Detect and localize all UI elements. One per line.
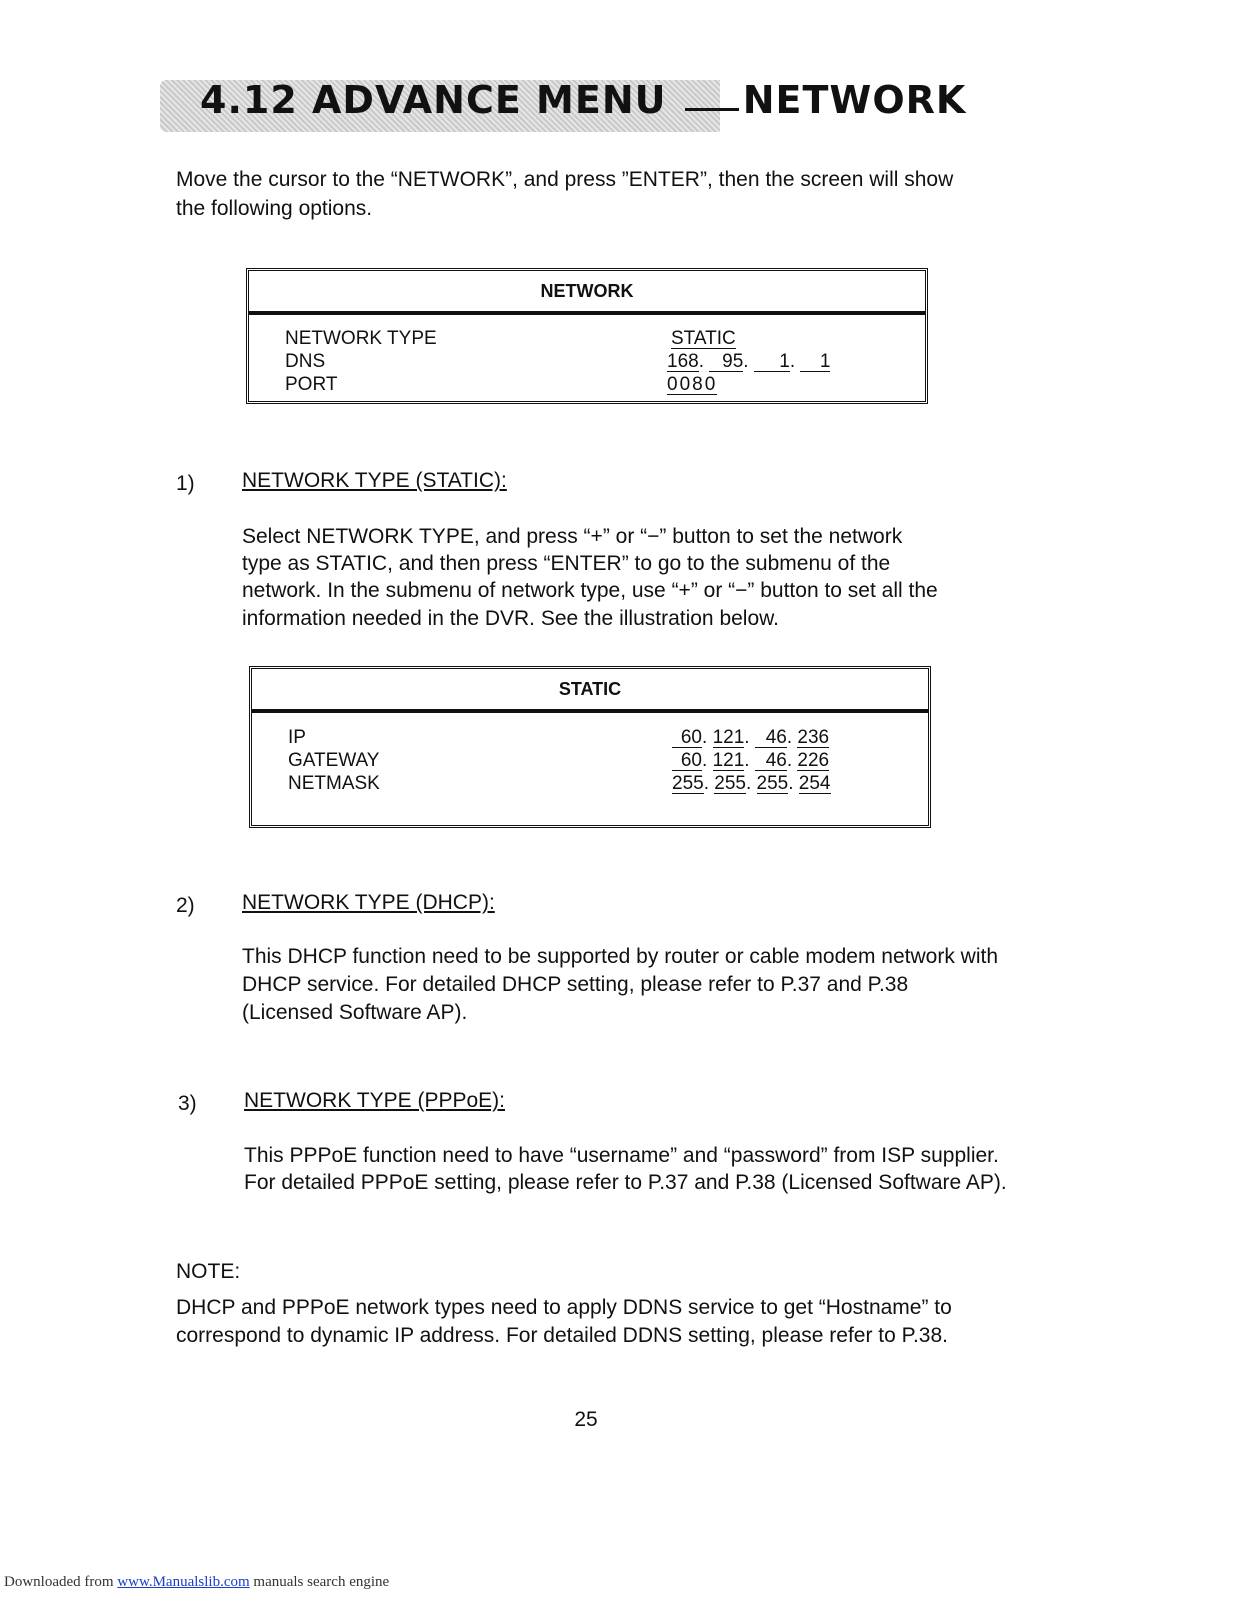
title-prefix: 4.12 ADVANCE MENU xyxy=(200,78,667,122)
section-2-line-3: (Licensed Software AP). xyxy=(242,1001,468,1024)
port-label: PORT xyxy=(285,374,338,395)
manualslib-link[interactable]: www.Manualslib.com xyxy=(117,1574,250,1590)
gateway-value: 60. 121. 46. 226 xyxy=(672,749,829,772)
section-2-line-1: This DHCP function need to be supported by router or cable modem network with xyxy=(242,945,998,968)
section-2-line-2: DHCP service. For detailed DHCP setting, please refer to P.37 and P.38 xyxy=(242,973,909,996)
section-3-line-1: This PPPoE function need to have “username” and “password” from ISP supplier. xyxy=(244,1144,999,1167)
network-menu-title: NETWORK xyxy=(249,271,925,315)
section-3-number: 3) xyxy=(178,1092,197,1115)
dns-row xyxy=(285,350,915,373)
gateway-label: GATEWAY xyxy=(288,750,380,771)
network-menu-box xyxy=(246,268,928,404)
network-type-row xyxy=(285,327,915,350)
ip-row xyxy=(288,726,918,749)
port-row xyxy=(285,373,915,396)
port-value: 0080 xyxy=(667,374,718,395)
footer-prefix: Downloaded from xyxy=(4,1574,118,1590)
ip-value: 60. 121. 46. 236 xyxy=(672,726,829,749)
title-separator xyxy=(685,108,739,111)
section-1-line-2: type as STATIC, and then press “ENTER” to go to the submenu of the xyxy=(242,552,891,575)
static-menu-box xyxy=(249,666,931,828)
network-type-value: STATIC xyxy=(671,328,736,349)
section-1-title: NETWORK TYPE (STATIC): xyxy=(242,469,507,492)
netmask-value: 255. 255. 255. 254 xyxy=(672,773,831,794)
section-3-title: NETWORK TYPE (PPPoE): xyxy=(244,1089,505,1112)
ip-label: IP xyxy=(288,727,306,748)
dns-label: DNS xyxy=(285,351,326,372)
footer-suffix: manuals search engine xyxy=(249,1574,390,1590)
section-1-line-3: network. In the submenu of network type, use “+” or “−” button to set all the xyxy=(242,579,938,602)
note-label: NOTE: xyxy=(176,1260,241,1283)
intro-line-1: Move the cursor to the “NETWORK”, and press ”ENTER”, then the screen will show xyxy=(176,168,954,191)
section-1-line-4: information needed in the DVR. See the illustration below. xyxy=(242,607,779,630)
section-2-number: 2) xyxy=(176,894,195,917)
title-suffix: NETWORK xyxy=(742,78,967,122)
intro-line-2: the following options. xyxy=(176,197,373,220)
note-line-2: correspond to dynamic IP address. For detailed DDNS setting, please refer to P.38. xyxy=(176,1324,948,1347)
netmask-label: NETMASK xyxy=(288,773,380,794)
section-2-title: NETWORK TYPE (DHCP): xyxy=(242,891,495,914)
network-type-label: NETWORK TYPE xyxy=(285,328,437,349)
dns-value: 168. 95. 1. 1 xyxy=(667,351,831,372)
note-line-1: DHCP and PPPoE network types need to apply DDNS service to get “Hostname” to xyxy=(176,1296,952,1319)
download-footer xyxy=(4,1574,389,1591)
section-3-line-2: For detailed PPPoE setting, please refer to P.37 and P.38 (Licensed Software AP). xyxy=(244,1171,1007,1194)
netmask-row xyxy=(288,772,918,795)
section-1-line-1: Select NETWORK TYPE, and press “+” or “−” button to set the network xyxy=(242,525,903,548)
section-1-number: 1) xyxy=(176,472,195,495)
page-title xyxy=(200,78,966,122)
gateway-row xyxy=(288,749,918,772)
page-number: 25 xyxy=(574,1408,598,1431)
static-menu-title: STATIC xyxy=(252,669,928,713)
